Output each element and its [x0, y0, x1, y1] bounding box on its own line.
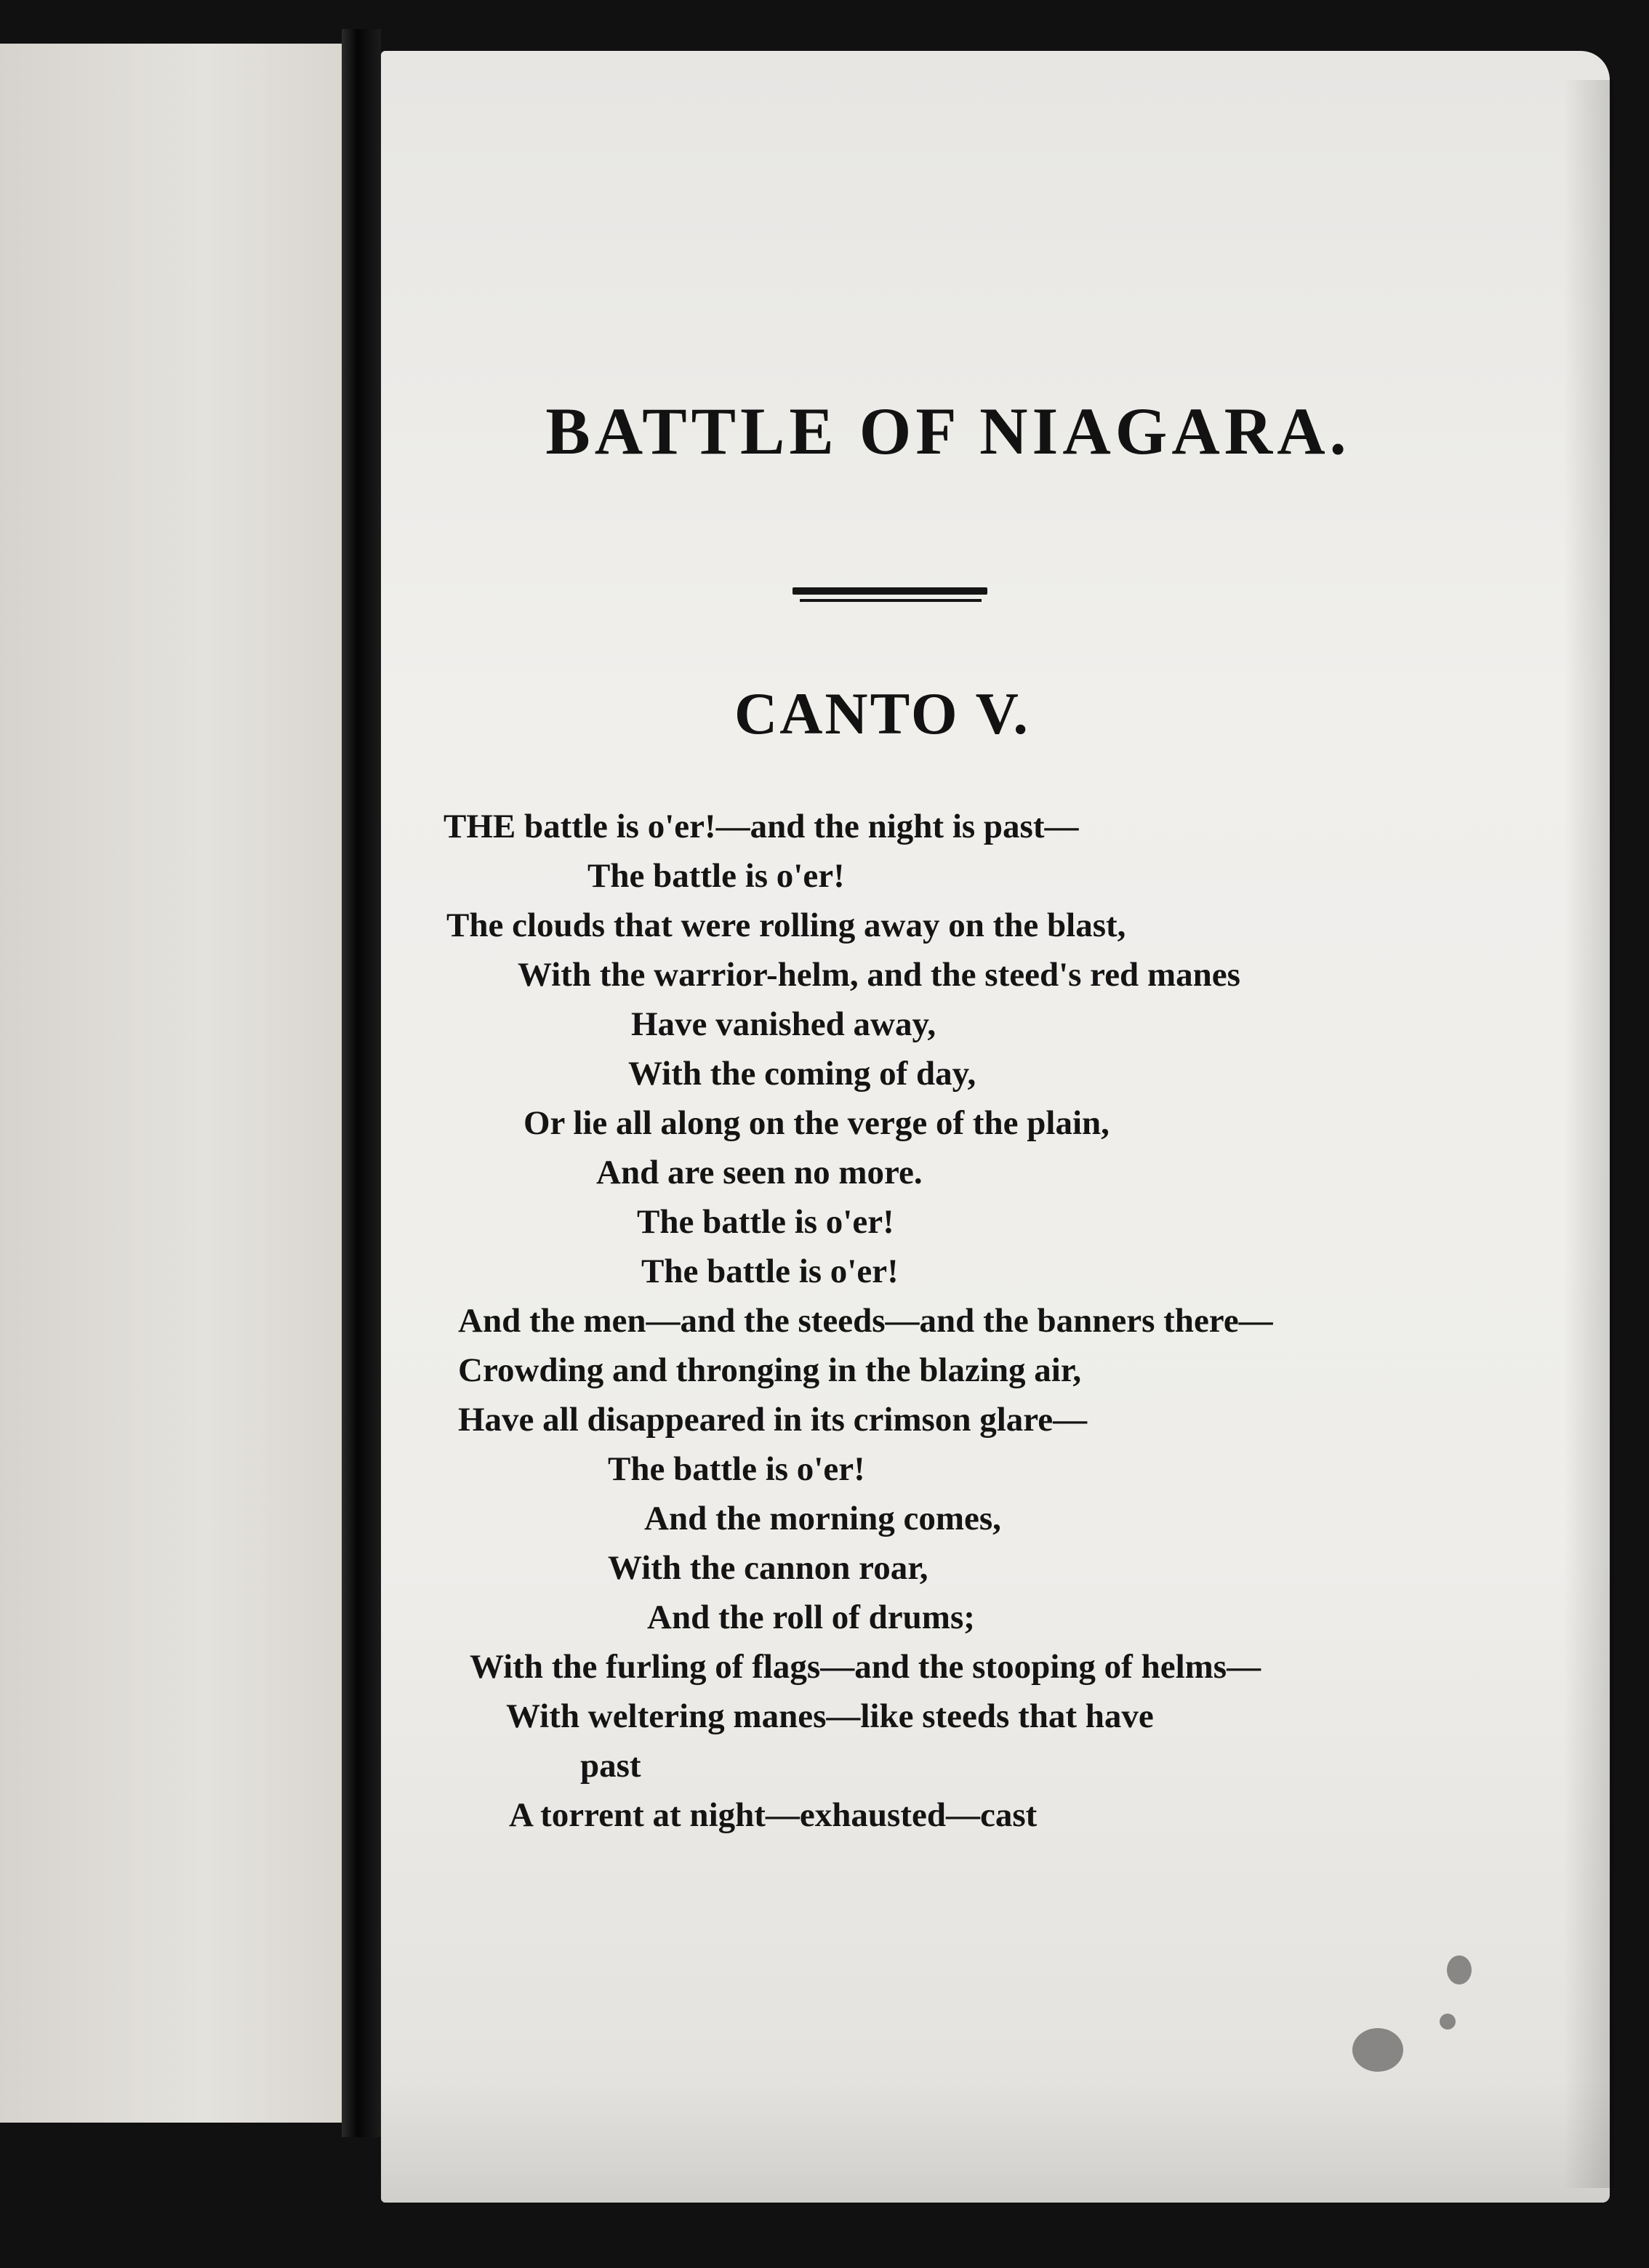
poem-line: Have vanished away,	[631, 1005, 936, 1043]
ink-stain	[1447, 1955, 1472, 1984]
ink-stain	[1352, 2028, 1403, 2072]
poem-line: THE battle is o'er!—and the night is past—	[444, 808, 1079, 845]
poem-line: And the morning comes,	[644, 1500, 1001, 1537]
poem-line: The battle is o'er!	[608, 1450, 865, 1488]
poem-line: With the cannon roar,	[608, 1549, 928, 1587]
left-facing-page	[0, 44, 342, 2123]
poem-line: A torrent at night—exhausted—cast	[509, 1796, 1038, 1834]
poem-line: With the furling of flags—and the stooping of helms—	[470, 1648, 1261, 1686]
poem-line: And are seen no more.	[596, 1154, 923, 1191]
canto-heading: CANTO V.	[734, 680, 1030, 747]
poem-line: And the men—and the steeds—and the banners there—	[458, 1302, 1273, 1340]
poem-line: Or lie all along on the verge of the plain,	[523, 1104, 1110, 1142]
ink-stain	[1440, 2014, 1456, 2030]
poem-line: Have all disappeared in its crimson glare—	[458, 1401, 1088, 1439]
poem-line: With weltering manes—like steeds that have	[506, 1697, 1154, 1735]
book-gutter	[342, 29, 381, 2137]
poem-line: Crowding and thronging in the blazing air,	[458, 1351, 1082, 1389]
page-title: BATTLE OF NIAGARA.	[545, 394, 1351, 468]
poem-line: With the warrior-helm, and the steed's red manes	[518, 956, 1240, 994]
poem-line: The battle is o'er!	[637, 1203, 894, 1241]
title-rule	[793, 587, 987, 595]
poem-line: The battle is o'er!	[641, 1252, 899, 1290]
poem-line: And the roll of drums;	[647, 1599, 975, 1636]
title-rule-thin	[800, 599, 982, 602]
poem-line: The battle is o'er!	[587, 857, 845, 895]
poem-line: The clouds that were rolling away on the blast,	[446, 906, 1126, 944]
page-bottom-shadow	[381, 2079, 1610, 2203]
poem-line: past	[580, 1747, 641, 1785]
poem-line: With the coming of day,	[628, 1055, 976, 1093]
